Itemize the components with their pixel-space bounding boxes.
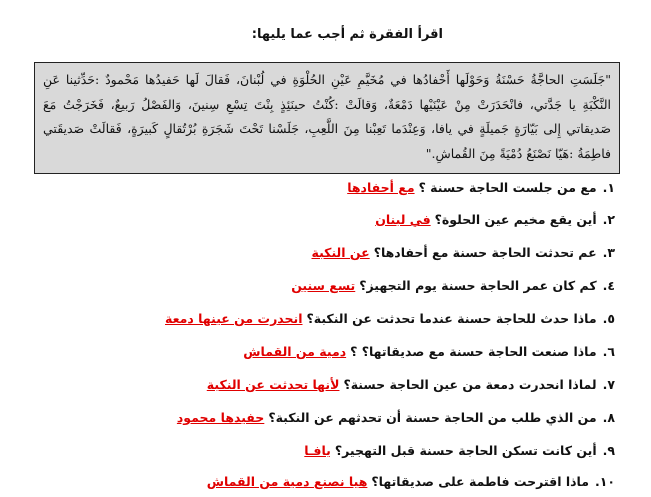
question-item [291,278,615,293]
answer-text: لأنها تحدثت عن النكبة [206,377,340,392]
question-number: ٢. [602,212,615,227]
question-item [207,377,615,392]
question-text: كم كان عمر الحاجة حسنة يوم التجهيز؟ [359,278,597,293]
question-number: ٤. [602,278,615,293]
question-list [0,174,651,497]
question-number: ٨. [602,410,615,425]
answer-text: مع أحفادها [347,180,415,195]
question-text: من الذي طلب من الحاجة حسنة أن تحدثهم عن النكبة؟ [268,410,597,425]
question-item [347,180,615,195]
answer-text: حفيدها محمود [176,410,265,425]
answer-text: دمية من القماش [243,344,347,359]
answer-text: عن النكبة [311,245,370,260]
question-item [243,344,615,359]
question-number: ٧. [602,377,615,392]
question-item [375,212,615,227]
question-text: أين كانت تسكن الحاجة حسنة قبل التهجير؟ [334,443,597,458]
answer-text: تسع سنين [291,278,356,293]
reading-passage: "جَلَسَتِ الحاجَّةُ حَسْنَةُ وَحَوْلَها أَحْفادُها في مُخَيَّمِ عَيْنِ الحُلْوَةِ في لُبْنانَ، فَقالَ لَها حَفيدُها مَحْمودٌ :حَدِّثينا عَنِ النَّكْبَةِ يا جَدَّتي، فانْحَدَرَتْ مِنْ عَيْنَيْها دَمْعَةٌ، وَقالَتْ :كُنْتُ حينَئِذٍ بِنْتَ تِسْعِ سِنينَ، وَالفَصْلُ رَبيعٌ، فَخَرَجْتُ مَعَ صَديقاتي إِلى بَيّارَةٍ جَميلَةٍ في يافا، وَعِنْدَما تَعِبْنا مِنَ اللَّعِبِ، جَلَسْنا تَحْتَ شَجَرَةِ بُرْتُقالٍ كَبيرَةٍ، فَقالَتْ صَديقَتي فاطِمَةُ :هَيّا نَصْنَعُ دُمْيَةً مِنَ القُماشِ." [34,62,620,174]
question-text: ماذا صنعت الحاجة حسنة مع صديقاتها؟ ؟ [350,344,597,359]
question-text: لماذا انحدرت دمعة من عين الحاجة حسنة؟ [343,377,597,392]
question-item [177,410,615,425]
question-number: ٥. [602,311,615,326]
question-text: مع من جلست الحاجة حسنة ؟ [418,180,597,195]
question-number: ٦. [602,344,615,359]
question-text: ماذا حدث للحاجة حسنة عندما تحدثت عن النكبة؟ [306,311,597,326]
answer-text: هيا نصنع دمية من القماش [206,474,368,489]
question-item [304,443,615,458]
question-number: ١٠. [594,474,615,489]
answer-text: انحدرت من عينها دمعة [165,311,303,326]
question-number: ١. [602,180,615,195]
instruction-heading: اقرأ الفقرة ثم أجب عما يليها: [251,27,443,42]
question-item [207,474,615,489]
question-text: ماذا اقترحت فاطمة على صديقاتها؟ [371,474,589,489]
question-text: عم تحدثت الحاجة حسنة مع أحفادها؟ [373,245,597,260]
question-text: أين يقع مخيم عين الحلوة؟ [434,212,597,227]
question-number: ٩. [602,443,615,458]
question-number: ٣. [602,245,615,260]
answer-text: في لبنان [375,212,431,227]
question-item [312,245,616,260]
question-item [165,311,615,326]
answer-text: يافـا [304,443,331,458]
